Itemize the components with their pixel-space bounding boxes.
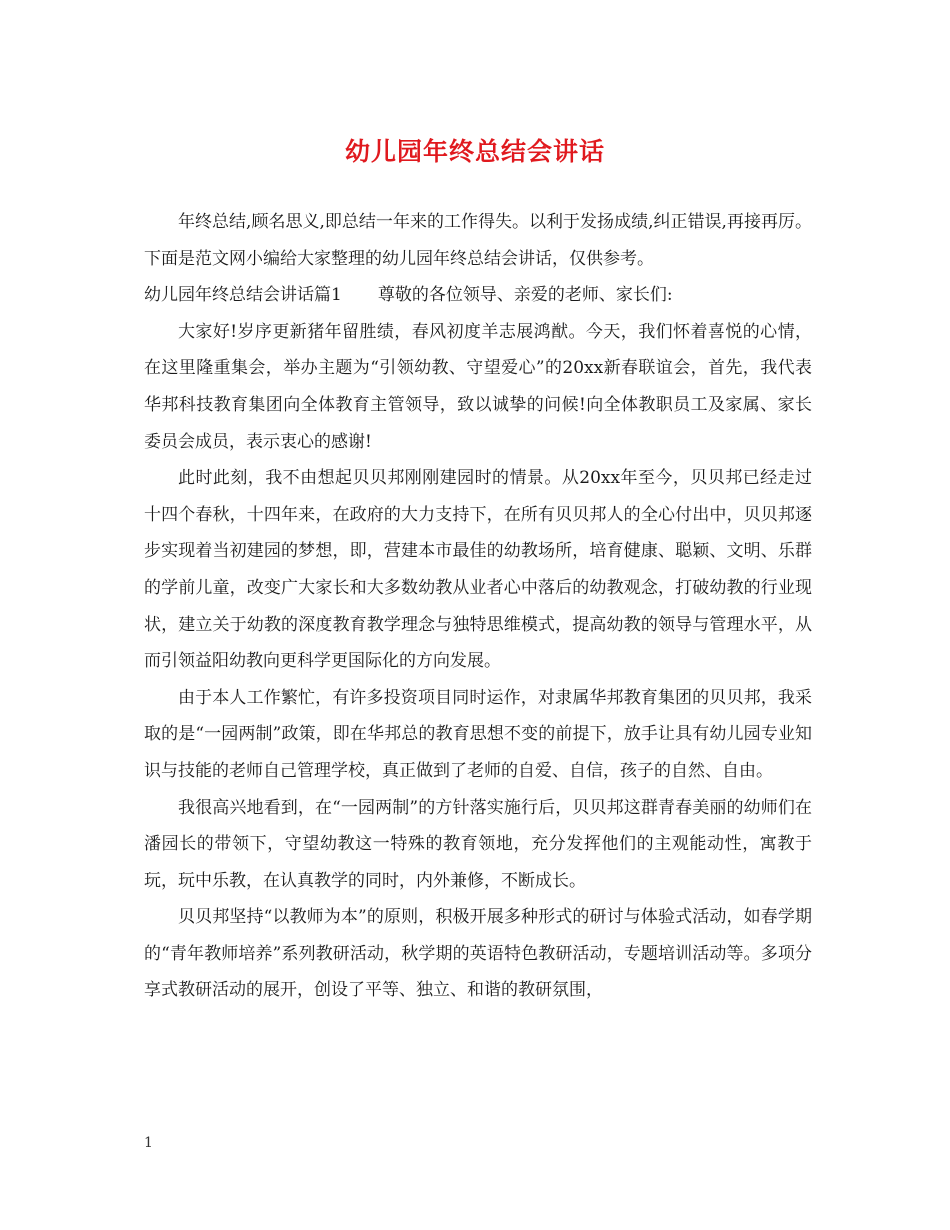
document-body bbox=[144, 204, 812, 1009]
body-paragraph: 由于本人工作繁忙，有许多投资项目同时运作，对隶属华邦教育集团的贝贝邦，我采取的是“一园两制”政策，即在华邦总的教育思想不变的前提下，放手让具有幼儿园专业知识与技能的老师自己管理学校，真正做到了老师的自爱、自信，孩子的自然、自由。 bbox=[144, 687, 812, 781]
body-paragraph: 贝贝邦坚持“以教师为本”的原则，积极开展多种形式的研讨与体验式活动，如春学期的“青年教师培养”系列教研活动，秋学期的英语特色教研活动，专题培训活动等。多项分享式教研活动的展开，创设了平等、独立、和谐的教研氛围， bbox=[144, 907, 812, 1001]
body-paragraph: 大家好!岁序更新猪年留胜绩，春风初度羊志展鸿猷。今天，我们怀着喜悦的心情，在这里隆重集会，举办主题为“引领幼教、守望爱心”的20xx新春联谊会，首先，我代表华邦科技教育集团向全体教育主管领导，致以诚挚的问候!向全体教职员工及家属、家长委员会成员，表示衷心的感谢! bbox=[144, 321, 812, 452]
intro-paragraph: 年终总结,顾名思义,即总结一年来的工作得失。以利于发扬成绩,纠正错误,再接再厉。下面是范文网小编给大家整理的幼儿园年终总结会讲话，仅供参考。 bbox=[144, 212, 812, 269]
page-number: 1 bbox=[144, 1135, 153, 1151]
salutation: 尊敬的各位领导、亲爱的老师、家长们: bbox=[377, 285, 673, 306]
body-paragraph: 我很高兴地看到，在“一园两制”的方针落实施行后，贝贝邦这群青春美丽的幼师们在潘园长的带领下，守望幼教这一特殊的教育领地，充分发挥他们的主观能动性，寓教于玩，玩中乐教，在认真教学的同时，内外兼修，不断成长。 bbox=[144, 797, 812, 891]
section-heading-line bbox=[144, 277, 812, 314]
body-paragraph: 此时此刻，我不由想起贝贝邦刚刚建园时的情景。从20xx年至今，贝贝邦已经走过十四个春秋，十四年来，在政府的大力支持下，在所有贝贝邦人的全心付出中，贝贝邦逐步实现着当初建园的梦想，即，营建本市最佳的幼教场所，培育健康、聪颖、文明、乐群的学前儿童，改变广大家长和大多数幼教从业者心中落后的幼教观念，打破幼教的行业现状，建立关于幼教的深度教育教学理念与独特思维模式，提高幼教的领导与管理水平，从而引领益阳幼教向更科学更国际化的方向发展。 bbox=[144, 468, 812, 672]
section-heading: 幼儿园年终总结会讲话篇1 bbox=[144, 285, 342, 306]
document-title: 幼儿园年终总结会讲话 bbox=[344, 137, 605, 166]
